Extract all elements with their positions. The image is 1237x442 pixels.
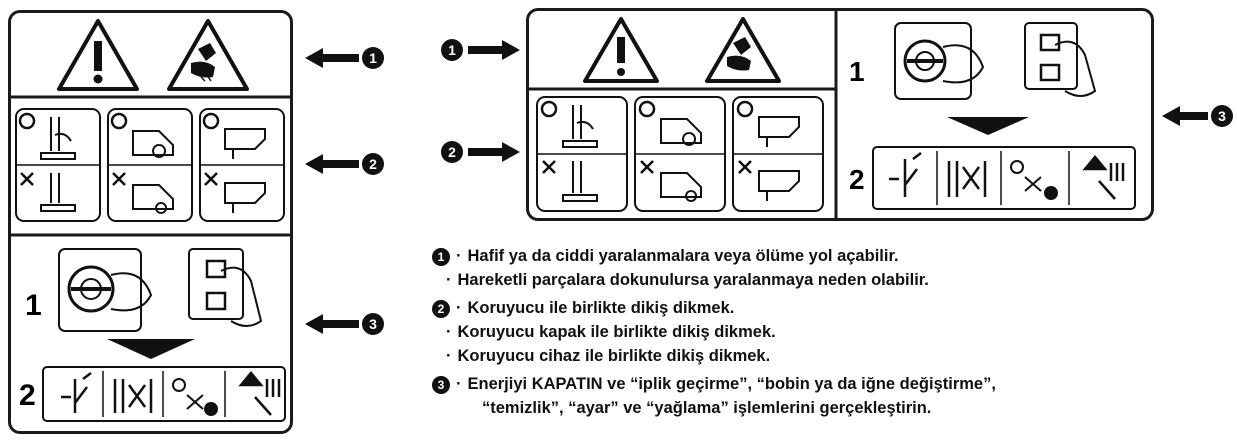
step-one-number-right: 1 bbox=[849, 56, 865, 87]
horizontal-warning-label bbox=[526, 8, 1154, 221]
step-two-number: 2 bbox=[19, 379, 36, 412]
guard-pictograms-right bbox=[537, 97, 823, 211]
vertical-warning-label bbox=[8, 10, 293, 434]
hand-crush-warning-icon bbox=[169, 21, 247, 89]
note-line: Koruyucu ile birlikte dikiş dikmek. bbox=[467, 299, 735, 317]
marker-one: 1 bbox=[369, 50, 377, 66]
marker-three: 3 bbox=[369, 316, 377, 332]
caution-triangle-icon bbox=[59, 21, 137, 89]
pointer-arrow-1-left bbox=[305, 42, 385, 74]
pointer-arrow-2-right bbox=[440, 136, 520, 168]
note-number: 2 bbox=[432, 300, 450, 318]
pointer-arrow-2-left bbox=[305, 148, 385, 180]
explanation-notes bbox=[432, 244, 1232, 420]
note-line: “temizlik”, “ayar” ve “yağlama” işlemlerini gerçekleştirin. bbox=[482, 399, 932, 417]
caution-triangle-icon-right bbox=[585, 19, 657, 81]
power-switch-icon bbox=[189, 249, 261, 326]
motor-switch-icon-right bbox=[895, 23, 983, 99]
pointer-arrow-1-right bbox=[440, 34, 520, 66]
note-1: 1 · Hafif ya da ciddi yaralanmalara veya ölüme yol açabilir. · Hareketli parçalara dokunulursa yaralanmaya neden olabilir. bbox=[432, 244, 1232, 292]
note-line: Hareketli parçalara dokunulursa yaralanmaya neden olabilir. bbox=[457, 271, 929, 289]
step-two-number-right: 2 bbox=[849, 164, 865, 195]
note-2: 2 · Koruyucu ile birlikte dikiş dikmek. · Koruyucu kapak ile birlikte dikiş dikmek. · Koruyucu cihaz ile birlikte dikiş dikmek. bbox=[432, 296, 1232, 368]
operations-strip-right bbox=[873, 147, 1135, 209]
note-line: Koruyucu kapak ile birlikte dikiş dikmek. bbox=[457, 323, 776, 341]
step-one-number: 1 bbox=[25, 289, 42, 322]
marker-two-right: 2 bbox=[448, 144, 456, 160]
pointer-arrow-3-left bbox=[305, 308, 385, 340]
note-number: 3 bbox=[432, 376, 450, 394]
guard-pictograms bbox=[16, 109, 284, 221]
marker-one-right: 1 bbox=[448, 42, 456, 58]
pointer-arrow-3-right bbox=[1162, 100, 1234, 132]
horizontal-label-art bbox=[529, 11, 1151, 218]
operations-strip bbox=[43, 367, 285, 421]
note-number: 1 bbox=[432, 248, 450, 266]
marker-two: 2 bbox=[369, 156, 377, 172]
note-3: 3 · Enerjiyi KAPATIN ve “iplik geçirme”, “bobin ya da iğne değiştirme”, “temizlik”, “ayar” ve “yağlama” işlemlerini gerçekleştirin. bbox=[432, 372, 1232, 420]
vertical-label-art bbox=[11, 13, 290, 431]
motor-switch-icon bbox=[59, 249, 151, 331]
note-line: Koruyucu cihaz ile birlikte dikiş dikmek. bbox=[457, 347, 771, 365]
power-switch-icon-right bbox=[1025, 23, 1095, 96]
hand-crush-warning-icon-right bbox=[707, 19, 779, 81]
note-line: Hafif ya da ciddi yaralanmalara veya ölüme yol açabilir. bbox=[467, 247, 899, 265]
marker-three-right: 3 bbox=[1218, 108, 1226, 124]
down-arrow-icon bbox=[107, 339, 195, 359]
down-arrow-icon-right bbox=[947, 117, 1029, 135]
note-line: Enerjiyi KAPATIN ve “iplik geçirme”, “bobin ya da iğne değiştirme”, bbox=[467, 375, 996, 393]
